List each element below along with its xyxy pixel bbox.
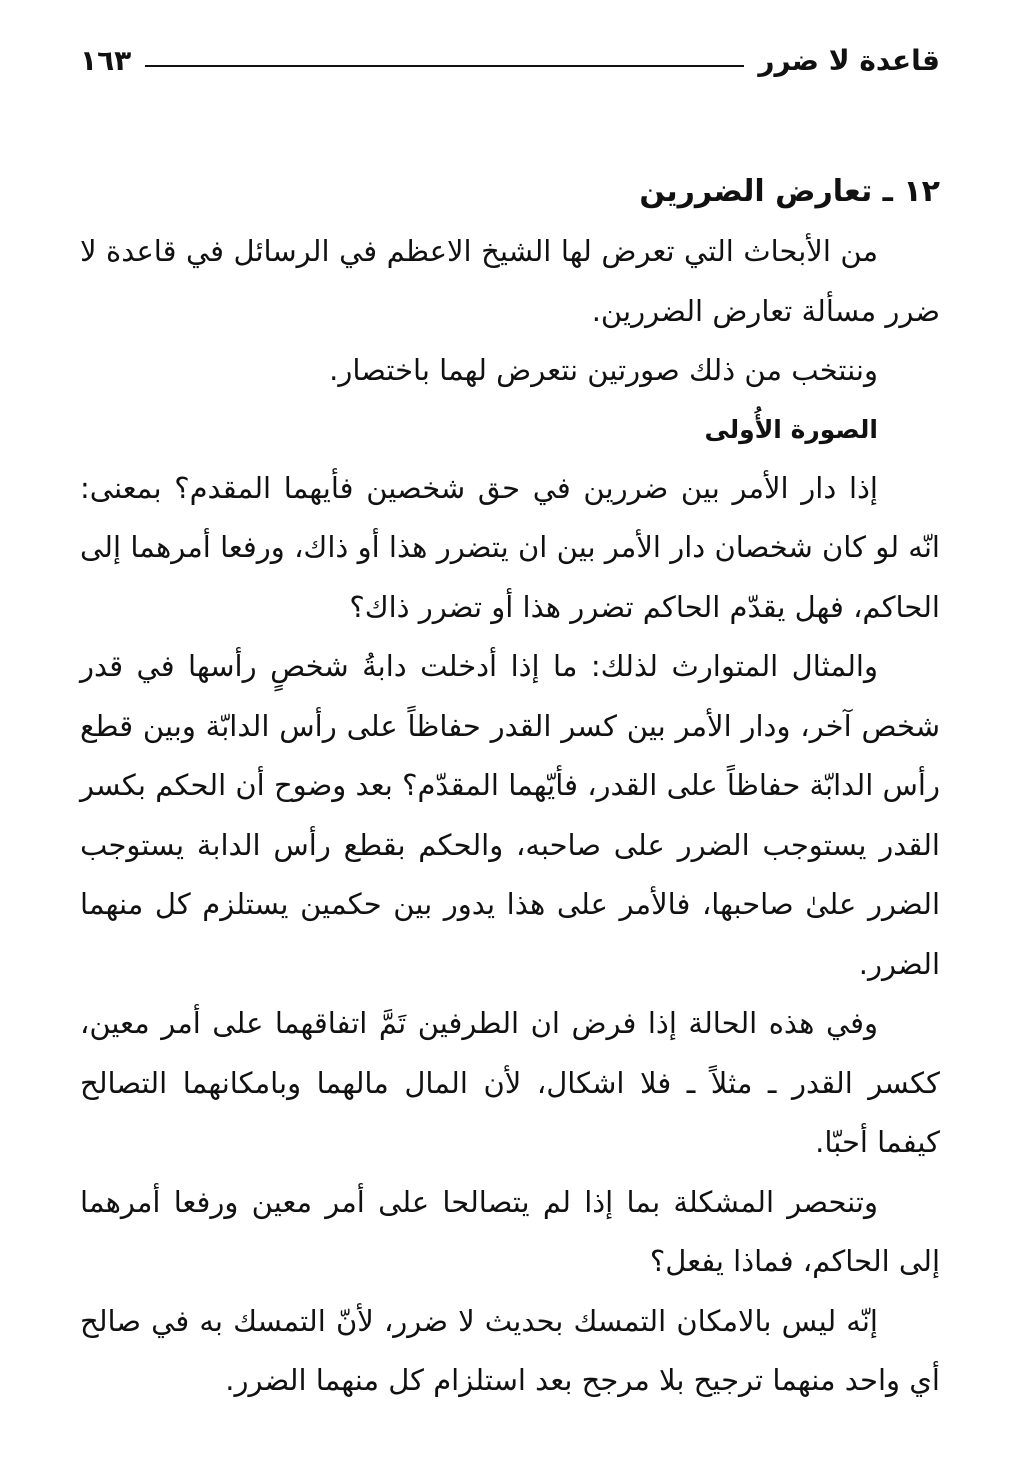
paragraph: إنّه ليس بالامكان التمسك بحديث لا ضرر، لأنّ التمسك به في صالح أي واحد منهما ترجيح بلا مرجح بعد استلزام كل منهما الضرر. (80, 1303, 940, 1397)
paragraph: وننتخب من ذلك صورتين نتعرض لهما باختصار. (329, 353, 878, 387)
section-heading: ١٢ ـ تعارض الضررين (639, 174, 940, 209)
sub-heading: الصورة الأُولى (704, 414, 878, 444)
paragraph: وفي هذه الحالة إذا فرض ان الطرفين تَمَّ اتفاقهما على أمر معين، ككسر القدر ـ مثلاً ـ فلا اشكال، لأن المال مالهما وبامكانهما التصالح كيفما أحبّا. (80, 1006, 940, 1159)
running-title: قاعدة لا ضرر (758, 43, 940, 77)
header-rule (145, 65, 744, 67)
running-header (80, 38, 940, 82)
page-body (80, 162, 940, 1411)
paragraph: إذا دار الأمر بين ضررين في حق شخصين فأيهما المقدم؟ بمعنى: انّه لو كان شخصان دار الأمر بين ان يتضرر هذا أو ذاك، ورفعا أمرهما إلى الحاكم، فهل يقدّم الحاكم تضرر هذا أو تضرر ذاك؟ (80, 470, 940, 624)
paragraph: والمثال المتوارث لذلك: ما إذا أدخلت دابةُ شخصٍ رأسها في قدر شخص آخر، ودار الأمر بين كسر القدر حفاظاً على رأس الدابّة وبين قطع رأس الدابّة حفاظاً على القدر، فأيّهما المقدّم؟ بعد وضوح أن الحكم بكسر القدر يستوجب الضرر على صاحبه، والحكم بقطع رأس الدابة يستوجب الضرر علىٰ صاحبها، فالأمر على هذا يدور بين حكمين يستلزم كل منهما الضرر. (80, 649, 940, 981)
page-number: ١٦٣ (80, 43, 132, 77)
paragraph: من الأبحاث التي تعرض لها الشيخ الاعظم في الرسائل في قاعدة لا ضرر مسألة تعارض الضررين. (80, 234, 940, 328)
paragraph: وتنحصر المشكلة بما إذا لم يتصالحا على أمر معين ورفعا أمرهما إلى الحاكم، فماذا يفعل؟ (80, 1184, 940, 1278)
